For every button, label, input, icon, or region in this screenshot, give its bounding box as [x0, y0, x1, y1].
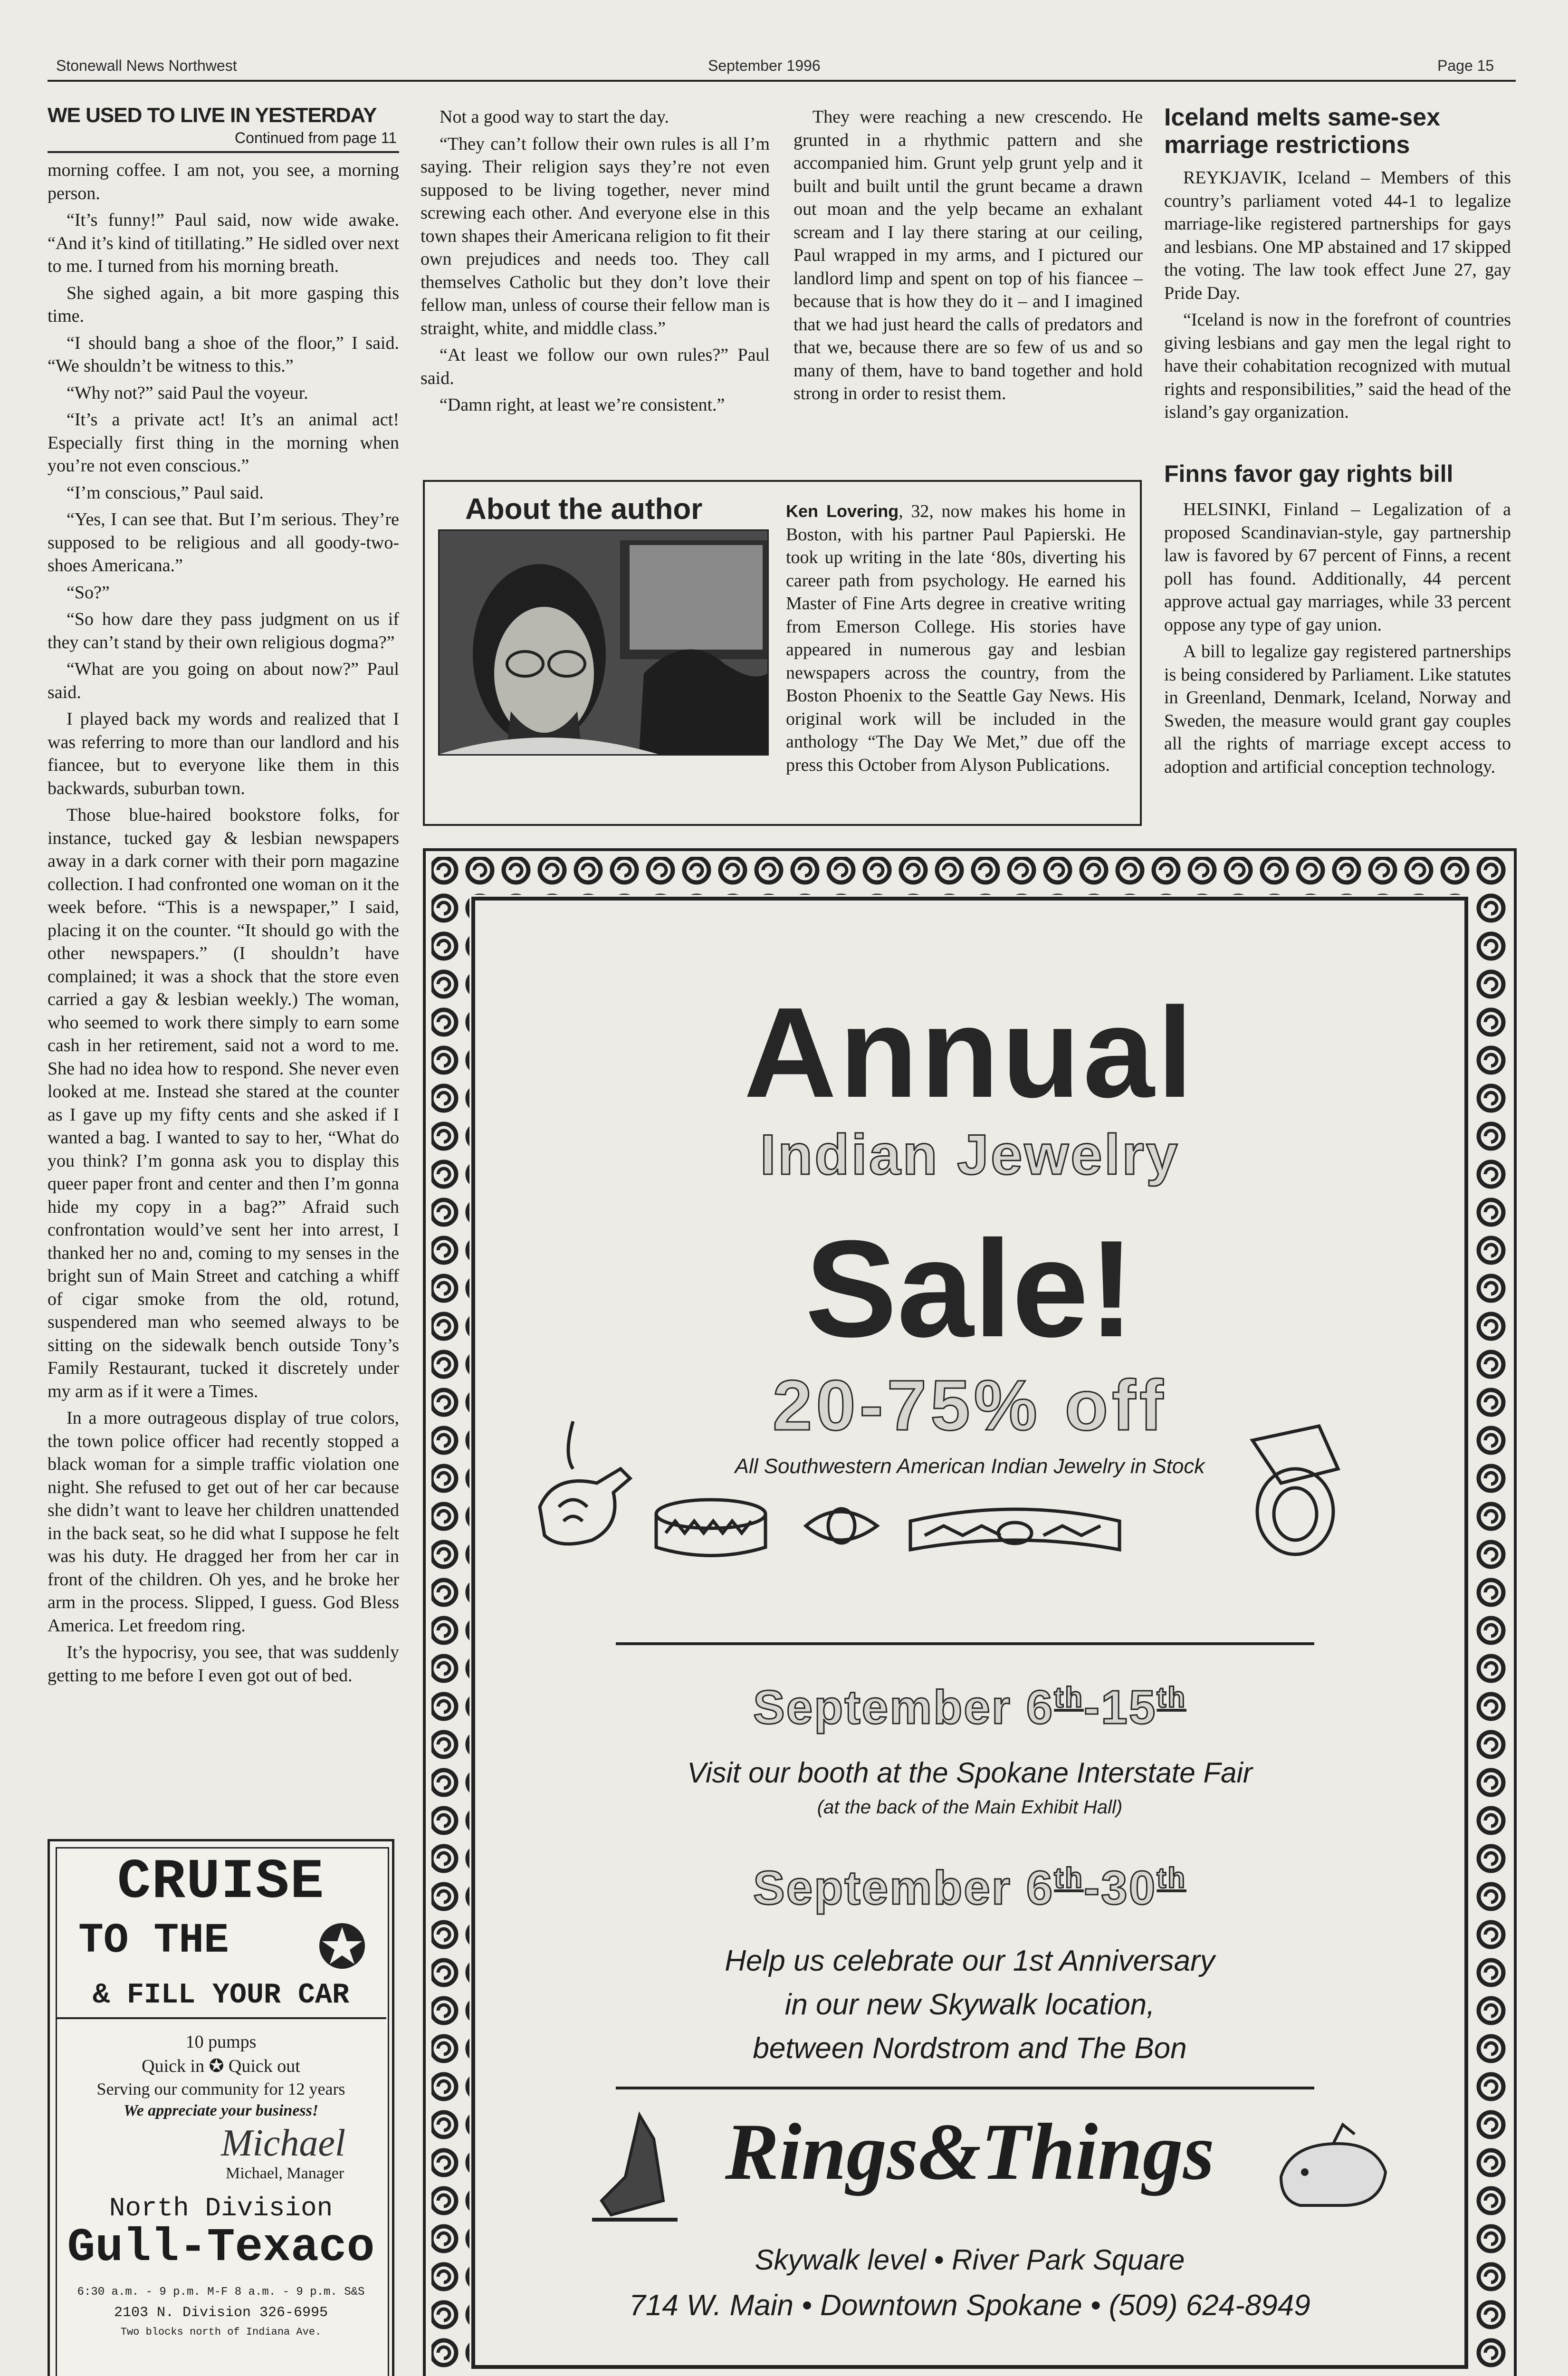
ad-fair-text: Visit our booth at the Spokane Interstate Fair [687, 1757, 1252, 1789]
paragraph: It’s the hypocrisy, you see, that was suddenly getting to me before I even got out of bed. [48, 1642, 399, 1686]
paragraph: “What are you going on about now?” Paul said. [48, 659, 399, 702]
texaco-star-small-icon: ✪ [209, 2056, 224, 2076]
paragraph: Those blue-haired bookstore folks, for instance, tucked gay & lesbian newspapers away in a dark corner with their porn magazine collection. I had confronted one woman on it the week before. “This is a newspaper,” I said, placing it on the counter. “It should go with the other newspapers.” (I shouldn’t have complained; it was a shock that the store even carried a gay & lesbian weekly.) The woman, who seemed to work there simply to earn some cash in her retirement, said not a word to me. She had no idea how to respond. She never even looked at me. Instead she stared at the counter as I gave up my fifty cents and she asked if I wanted a bag. I wanted to say to her, “What do you think? I’m gonna ask you to display this queer paper front and center and then I’m gonna hide my copy in a bag?” Afraid such confrontation would’ve sent her into arrest, I thanked her no and, coming to my senses in the bright sun of Main Street and catching a whiff of cigar smoke from the old, rotund, suspendered man who seemed always to be sitting on the sidewalk bench outside Tony’s Family Restaurant, tucked it discretely under my arm as if it were a Times. [48, 805, 399, 1401]
paragraph: “Yes, I can see that. But I’m serious. They’re supposed to be religious and all goody-two-shoes Americana.” [48, 509, 399, 575]
ad-quick: Quick in ✪ Quick out [142, 2056, 300, 2076]
store-address-2: 714 W. Main • Downtown Spokane • (509) 624-8949 [629, 2289, 1310, 2322]
ring-band-icon [656, 1500, 765, 1556]
ad-date-2: September 6th-30th [753, 1861, 1187, 1915]
story-column-2 [421, 105, 770, 421]
fox-pendant-icon [540, 1421, 630, 1544]
paragraph: “Damn right, at least we’re consistent.” [440, 395, 725, 415]
paragraph: morning coffee. I am not, you see, a morning person. [48, 160, 399, 203]
texaco-star-icon [316, 1920, 368, 1972]
ad-gull-texaco: Gull-Texaco [67, 2222, 375, 2274]
bear-fetish-icon [1272, 2115, 1395, 2220]
page-number: Page 15 [1437, 57, 1494, 74]
store-address-1: Skywalk level • River Park Square [755, 2244, 1185, 2276]
story-column-1 [48, 159, 399, 1691]
ad-indian-jewelry: Indian Jewelry [760, 1123, 1180, 1187]
paragraph: She sighed again, a bit more gasping this time. [48, 283, 399, 326]
story-column-3 [794, 105, 1143, 409]
paragraph: “At least we follow our own rules?” Paul said. [421, 345, 770, 388]
ad-appreciate: We appreciate your business! [123, 2102, 319, 2119]
cuff-bracelet-icon [910, 1509, 1119, 1550]
ad-subline: All Southwestern American Indian Jewelry in Stock [735, 1455, 1205, 1478]
about-author-title: About the author [465, 493, 703, 526]
ad-hours: 6:30 a.m. - 9 p.m. M-F 8 a.m. - 9 p.m. S&S [77, 2286, 365, 2299]
ad-discount: 20-75% off [772, 1365, 1167, 1445]
paragraph: “It’s a private act! It’s an animal act! Especially first thing in the morning when you’re not even conscious.” [48, 410, 399, 476]
issue-date: September 1996 [708, 57, 821, 74]
ad-fair-note: (at the back of the Main Exhibit Hall) [817, 1797, 1123, 1818]
paragraph: “Why not?” said Paul the voyeur. [67, 383, 308, 403]
author-bio [786, 500, 1126, 776]
story-title: WE USED TO LIVE IN YESTERDAY [48, 104, 377, 127]
author-bio-text: , 32, now makes his home in Boston, with his partner Paul Papierski. He took up writing in the late ‘80s, diverting his career path from psychology. He earned his Master of Fine Arts degree in creative writing from Emerson College. His stories have appeared in numerous gay and lesbian newspapers across the country, from the Boston Phoenix to the Seattle Gay News. His original work will be included in the anthology “The Day We Met,” due off the press this October from Alyson Publications. [786, 501, 1126, 775]
paragraph: “So how dare they pass judgment on us if they can’t stand by their own religious dogma?” [48, 609, 399, 652]
ad-address: 2103 N. Division 326-6995 [114, 2305, 328, 2321]
manager-signature: Michael [221, 2122, 346, 2164]
about-author-box [423, 480, 1142, 826]
paragraph: “They can’t follow their own rules is all I’m saying. Their religion says they’re not even supposed to be living together, never mind screwing each other. And everyone else in this town shapes their Americana religion to fit their own prejudices and needs too. They call themselves Catholic but they don’t love their fellow man, unless of course their fellow man is straight, white, and middle class.” [421, 134, 770, 338]
ad-sale: Sale! [805, 1212, 1135, 1366]
news-finns-title: Finns favor gay rights bill [1164, 460, 1453, 487]
paragraph: They were reaching a new crescendo. He grunted in a rhythmic pattern and she accompanied him. Grunt yelp grunt yelp and it built and built until the grunt became a drawn out moan and the yelp became an exhalant scream and I lay there staring at our ceiling, Paul wrapped in my arms, and I pictured our landlord limp and spent on top of his fiancee – because that is how they do it – and I imagined that we had just heard the calls of predators and that we, because there are so few of us and so many of them, have to band together and hold strong in order to resist them. [794, 107, 1143, 403]
paragraph: REYKJAVIK, Iceland – Members of this country’s parliament voted 44-1 to legalize marriage-like registered partnerships for gays and lesbians. One MP abstained and 17 skipped the voting. The law took effect June 27, gay Pride Day. [1164, 168, 1511, 303]
news-finns-body [1164, 498, 1511, 782]
stone-ring-icon [806, 1509, 877, 1543]
jewelry-ad [423, 848, 1517, 2376]
news-iceland-title: Iceland melts same-sex marriage restrictions [1164, 104, 1440, 159]
paragraph: Not a good way to start the day. [440, 107, 669, 127]
paragraph: “So?” [67, 582, 110, 603]
ad-to-the: TO THE [78, 1917, 229, 1964]
ad-pumps: 10 pumps [185, 2032, 257, 2052]
paragraph: “I should bang a shoe of the floor,” I said. “We shouldn’t be witness to this.” [48, 333, 399, 376]
story-title-rule [48, 151, 399, 153]
signet-ring-icon [1252, 1426, 1338, 1554]
continued-note: Continued from page 11 [235, 129, 397, 146]
publication-name: Stonewall News Northwest [56, 57, 237, 74]
author-photo [438, 529, 769, 756]
author-name: Ken Lovering [786, 501, 899, 521]
store-logo: Rings&Things [725, 2107, 1214, 2196]
jewelry-illustrations [511, 1412, 1428, 1573]
header-rule [48, 80, 1516, 82]
ad-divider-2 [616, 2087, 1314, 2089]
author-portrait-image [440, 531, 767, 754]
ad-directions: Two blocks north of Indiana Ave. [120, 2326, 322, 2338]
paragraph: A bill to legalize gay registered partnerships is being considered by Parliament. Like statutes in Greenland, Denmark, Iceland, Norway and Sweden, the measure would grant gay couples all the rights of marriage except access to adoption and artificial conception technology. [1164, 642, 1511, 777]
ad-annual: Annual [744, 981, 1196, 1124]
ad-fill-your-car: & FILL YOUR CAR [92, 1979, 350, 2012]
ad-cruise: CRUISE [117, 1851, 325, 1914]
paragraph: HELSINKI, Finland – Legalization of a proposed Scandinavian-style, gay partnership law is favored by 67 percent of Finns, a recent poll has found. Additionally, 44 percent approve actual gay marriages, while 33 percent oppose any type of gay union. [1164, 499, 1511, 635]
ad-serving: Serving our community for 12 years [96, 2079, 345, 2098]
ad-north-division: North Division [109, 2193, 333, 2223]
gas-station-ad [48, 1839, 394, 2376]
paragraph: “It’s funny!” Paul said, now wide awake. “And it’s kind of titillating.” He sidled over next to me. I turned from his morning breath. [48, 210, 399, 276]
paragraph: “I’m conscious,” Paul said. [67, 482, 264, 503]
ad-anniversary-text: Help us celebrate our 1st Anniversary in our new Skywalk location, between Nordstrom and The Bon [725, 1945, 1215, 2065]
ad-divider-1 [616, 1642, 1314, 1645]
paragraph: “Iceland is now in the forefront of countries giving lesbians and gay men the legal right to have their cohabitation recognized with mutual rights and responsibilities,” said the head of the island’s gay organization. [1164, 310, 1511, 422]
ad-date-1: September 6th-15th [753, 1681, 1187, 1734]
paragraph: I played back my words and realized that I was referring to more than our landlord and his fiancee, but to everyone like them in this backwards, suburban town. [48, 709, 399, 798]
news-iceland-body [1164, 166, 1511, 428]
paragraph: In a more outrageous display of true colors, the town police officer had recently stopped a black woman for a simple traffic violation one night. She refused to get out of her car because she didn’t want to leave her children unattended in the back seat, so he did what I suppose he felt was his duty. He dragged her from her car in front of the children. Oh yes, and he broke her arm in the process. Slipped, I guess. God Bless America. Let freedom ring. [48, 1408, 399, 1636]
ad-manager: Michael, Manager [226, 2165, 344, 2182]
